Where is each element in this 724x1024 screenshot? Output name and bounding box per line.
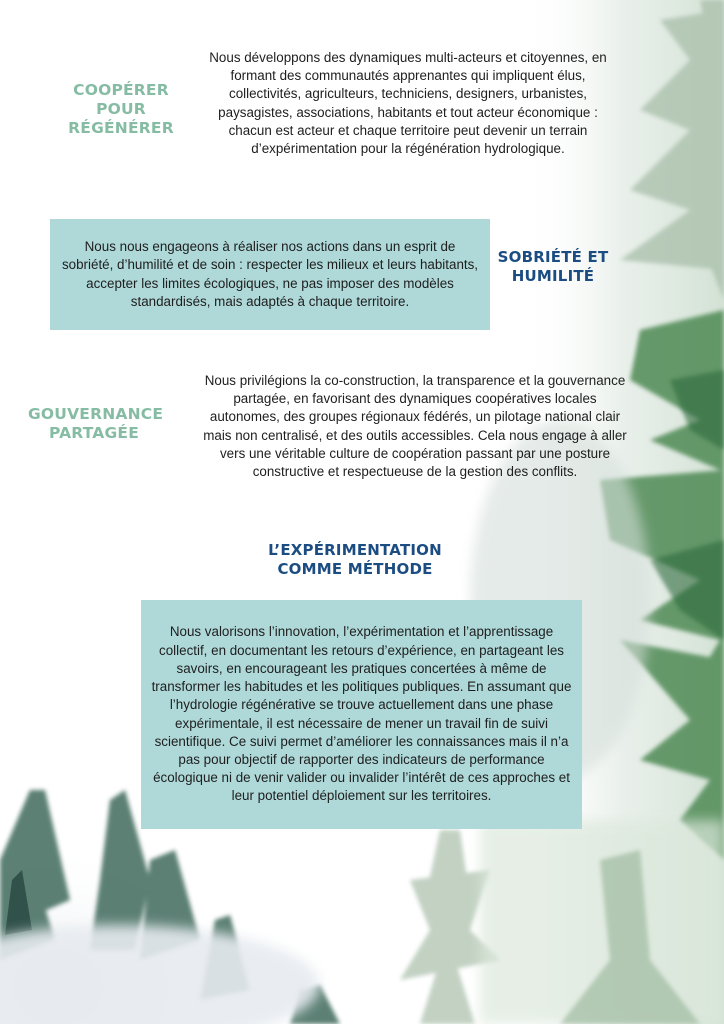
section-title-experimentation — [240, 541, 470, 579]
title-line: GOUVERNANCE — [28, 405, 164, 423]
title-line: PARTAGÉE — [48, 424, 140, 442]
section-title-sobriete — [488, 248, 618, 286]
section-title-gouvernance — [28, 405, 164, 443]
section-box-experimentation — [141, 600, 582, 829]
section-body-sobriete: Nous nous engageons à réaliser nos actions dans un esprit de sobriété, d’humilité et de soin : respecter les milieux et leurs habitants, accepter les limites écologiques, ne pas imposer des modèles standardisés, mais adaptés à chaque territoire. — [61, 239, 479, 309]
title-line: COOPÉRER — [73, 81, 169, 99]
title-line: SOBRIÉTÉ ET — [497, 248, 609, 266]
title-line: L’EXPÉRIMENTATION — [268, 541, 442, 559]
section-body-gouvernance: Nous privilégions la co-construction, la transparence et la gouvernance partagée, en favorisant des dynamiques coopératives locales autonomes, des groupes régionaux fédérés, un pilotage national clair mais non centralisé, et des outils accessibles. Cela nous engage à aller vers une véritable culture de coopération passant par une posture constructive et respectueuse de la gestion des conflits. — [203, 373, 627, 480]
section-title-cooperer — [56, 81, 186, 138]
title-line: HUMILITÉ — [511, 267, 595, 285]
title-line: RÉGÉNÉRER — [68, 119, 174, 137]
title-line: COMME MÉTHODE — [277, 560, 433, 578]
title-line: POUR — [96, 100, 146, 118]
section-body-experimentation: Nous valorisons l’innovation, l’expérimentation et l’apprentissage collectif, en documentant les retours d’expérience, en partageant les savoirs, en encourageant les pratiques concertées à même de transformer les habitudes et les politiques publiques. En assumant que l’hydrologie régénérative se trouve actuellement dans une phase expérimentale, il est nécessaire de mener un travail fin de suivi scientifique. Ce suivi permet d’améliorer les connaissances mais il n’a pas pour objectif de rapporter des indicateurs de performance écologique ni de venir valider ou invalider l’intérêt de ces approches et leur potentiel déploiement sur les territoires. — [151, 624, 572, 804]
section-box-sobriete — [50, 219, 490, 330]
section-body-cooperer: Nous développons des dynamiques multi-acteurs et citoyennes, en formant des communautés apprenantes qui impliquent élus, collectivités, agriculteurs, techniciens, designers, urbanistes, paysagistes, associations, habitants et tout acteur économique : chacun est acteur et chaque territoire peut devenir un terrain d’expérimentation pour la régénération hydrologique. — [209, 50, 607, 157]
